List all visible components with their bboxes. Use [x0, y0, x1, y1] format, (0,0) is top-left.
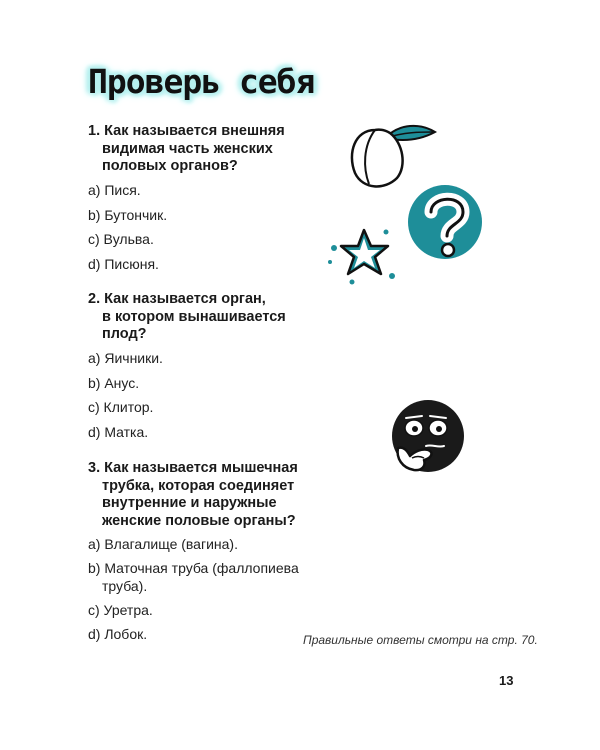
question-1-line-3: половых органов? — [102, 158, 238, 174]
page-title: Проверь себя — [88, 62, 315, 101]
question-2-option-c: c) Клитор. — [88, 399, 154, 415]
question-2-option-d: d) Матка. — [88, 424, 149, 440]
question-1 — [88, 123, 298, 176]
question-1-option-b: b) Бутончик. — [88, 207, 168, 223]
question-3-option-b: b) Маточная труба (фаллопиева — [88, 560, 299, 576]
star-icon — [326, 220, 406, 290]
question-mark-icon — [405, 180, 485, 265]
question-3-line-3: внутренние и наружные — [102, 495, 277, 511]
question-3-line-1: 3. Как называется мышечная — [88, 460, 298, 476]
question-2 — [88, 291, 298, 344]
question-1-option-d: d) Писюня. — [88, 256, 159, 272]
question-2-line-1: 2. Как называется орган, — [88, 291, 266, 307]
question-3-line-2: трубка, которая соединяет — [102, 477, 295, 494]
question-3-option-a: a) Влагалище (вагина). — [88, 536, 238, 552]
page-number: 13 — [499, 673, 514, 688]
question-2-option-a: a) Яичники. — [88, 350, 163, 366]
question-1-line-1: 1. Как называется внешняя — [88, 123, 285, 139]
question-3 — [88, 460, 298, 530]
question-2-line-3: плод? — [102, 326, 147, 342]
question-1-line-2: видимая часть женских — [102, 140, 273, 157]
answers-note: Правильные ответы смотри на стр. 70. — [303, 633, 538, 647]
question-3-option-c: c) Уретра. — [88, 602, 153, 618]
question-1-option-a: a) Пися. — [88, 182, 141, 198]
question-3-line-4: женские половые органы? — [102, 512, 296, 529]
thinking-face-icon — [388, 396, 468, 481]
question-3-option-b-cont: труба). — [102, 578, 148, 594]
question-2-line-2: в котором вынашивается — [102, 308, 286, 325]
question-3-option-d: d) Лобок. — [88, 626, 148, 642]
question-2-option-b: b) Анус. — [88, 375, 140, 391]
question-1-option-c: c) Вульва. — [88, 231, 154, 247]
